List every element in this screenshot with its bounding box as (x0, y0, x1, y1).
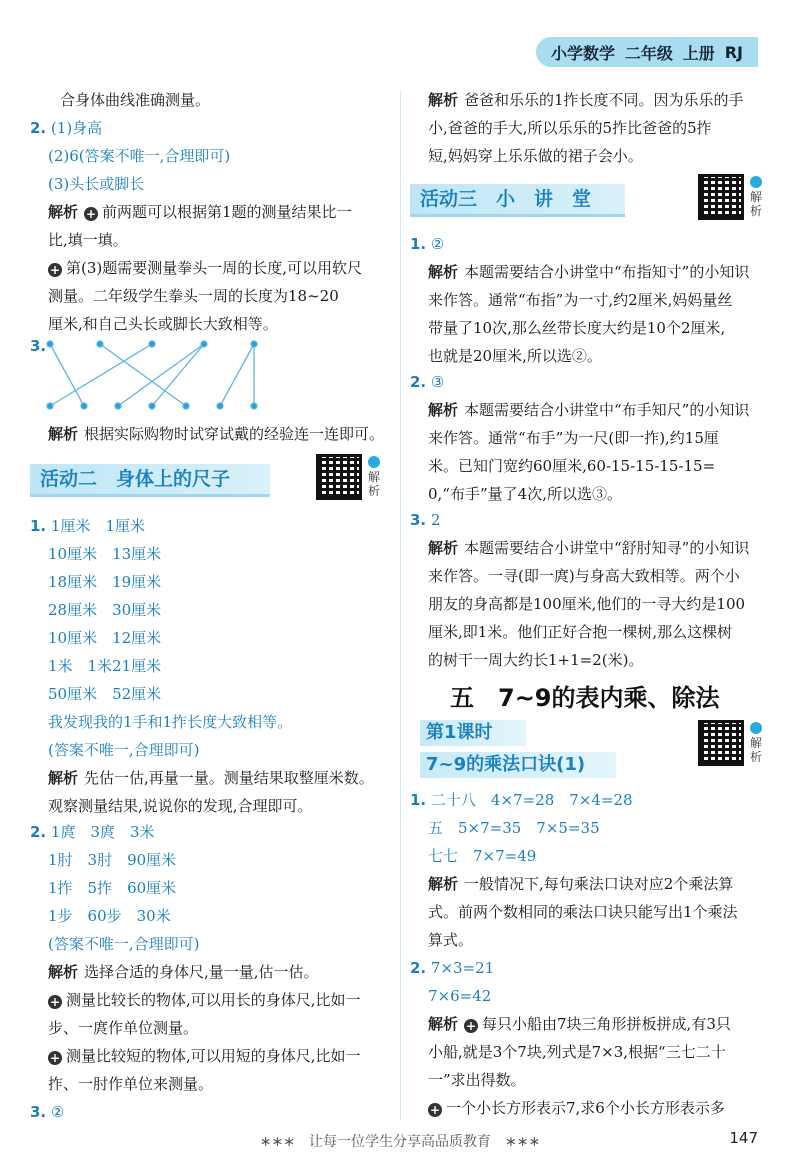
text-line: 小船,就是3个7块,列式是7×3,根据“三七二十 (428, 1043, 726, 1061)
text-line: 测量比较长的物体,可以用长的身体尺,比如一 (66, 991, 361, 1009)
question-number: 3. (30, 1103, 47, 1121)
answer: 18厘米 19厘米 (48, 573, 162, 591)
explanation (428, 534, 749, 562)
question-number: 2. (410, 959, 427, 977)
explanation (48, 254, 362, 282)
text-line: 一个小长方形表示7,求6个小长方形表示多 (446, 1099, 725, 1117)
explanation (428, 396, 749, 424)
text-line: 测量比较短的物体,可以用短的身体尺,比如一 (66, 1047, 361, 1065)
answer: 七七 7×7=49 (428, 847, 537, 865)
plus-icon: + (49, 995, 61, 1009)
analysis-tag: 解析 (48, 769, 79, 787)
header-grade: 二年级 (624, 43, 673, 63)
question-2 (30, 114, 102, 142)
question-2c (410, 954, 494, 982)
text-line: 米。已知门宽约60厘米,60-15-15-15-15= (428, 457, 716, 475)
question-number: 1. (410, 791, 427, 809)
text-line: 小,爸爸的手大,所以乐乐的5拃比爸爸的5拃 (428, 119, 712, 137)
question-number: 3. (410, 511, 427, 529)
explanation (48, 986, 361, 1014)
answer: 1米 1米21厘米 (48, 657, 162, 675)
match-dot (183, 403, 189, 409)
page-number: 147 (729, 1129, 758, 1147)
column-divider (400, 90, 401, 1120)
explanation (428, 86, 744, 114)
answer: 1拃 5拃 60厘米 (48, 879, 177, 897)
analysis-tag: 解析 (428, 1015, 459, 1033)
chapter-title: 五 7~9的表内乘、除法 (450, 684, 720, 712)
answer: 10厘米 13厘米 (48, 545, 162, 563)
text-line: 前两题可以根据第1题的测量结果比一 (102, 203, 352, 221)
text-line: 一般情况下,每句乘法口诀对应2个乘法算 (464, 875, 734, 893)
qr-code-icon[interactable] (316, 454, 362, 500)
answer: 1肘 3肘 90厘米 (48, 851, 177, 869)
answer: ② (50, 1103, 65, 1121)
question-number: 1. (30, 517, 47, 535)
answer: 7×6=42 (428, 987, 492, 1005)
text-line: 朋友的身高都是100厘米,他们的一寻大约是100 (428, 595, 746, 613)
qr-label: 解析 (367, 470, 380, 498)
analysis-tag: 解析 (428, 263, 459, 281)
play-icon (368, 456, 380, 468)
match-dot (47, 341, 53, 347)
section-banner: 活动三 小 讲 堂 (410, 184, 625, 217)
explanation (48, 1042, 361, 1070)
question-number: 2. (30, 823, 47, 841)
question-number: 2. (30, 119, 47, 137)
answer: 二十八 4×7=28 7×4=28 (430, 791, 633, 809)
text-line: 根据实际购物时试穿试戴的经验连一连即可。 (84, 425, 385, 443)
match-dot (251, 403, 257, 409)
match-dot (201, 341, 207, 347)
question-3b (30, 1098, 64, 1126)
text-line: 每只小船由7块三角形拼板拼成,有3只 (482, 1015, 731, 1033)
text-line: 来作答。通常“布手”为一尺(即一拃),约15厘 (428, 429, 719, 447)
text-line: 测量。二年级学生拳头一周的长度为18~20 (48, 287, 339, 305)
question-1c (410, 786, 633, 814)
header-edition: RJ (724, 42, 743, 62)
text-line: 选择合适的身体尺,量一量,估一估。 (84, 963, 319, 981)
answer: 2 (430, 511, 441, 529)
question-1 (30, 512, 145, 540)
plus-icon: + (85, 207, 97, 221)
answer: 我发现我的1手和1拃长度大致相等。 (48, 713, 293, 731)
text-line: 也就是20厘米,所以选②。 (428, 347, 602, 365)
analysis-tag: 解析 (428, 539, 459, 557)
question-number: 3. (30, 337, 47, 355)
answer: (3)头长或脚长 (48, 175, 145, 193)
analysis-tag: 解析 (428, 401, 459, 419)
answer: 10厘米 12厘米 (48, 629, 162, 647)
question-2b (30, 818, 155, 846)
question-number: 2. (410, 373, 427, 391)
analysis-tag: 解析 (48, 203, 79, 221)
plus-icon: + (49, 1051, 61, 1065)
matching-diagram (44, 336, 294, 416)
explanation (428, 258, 749, 286)
analysis-tag: 解析 (48, 425, 79, 443)
match-dot (149, 403, 155, 409)
play-icon (750, 176, 762, 188)
header-tab (536, 37, 758, 67)
footer-slogan: ∗∗∗ 让每一位学生分享高品质教育 ∗∗∗ (259, 1134, 541, 1150)
answer: 7×3=21 (430, 959, 495, 977)
question-2 (410, 368, 444, 396)
explanation (428, 1094, 725, 1122)
text-line: 式。前两个数相同的乘法口诀只能写出1个乘法 (428, 903, 738, 921)
text-line: 本题需要结合小讲堂中“舒肘知寻”的小知识 (464, 539, 750, 557)
text-line: 带量了10次,那么丝带长度大约是10个2厘米, (428, 319, 726, 337)
text-line: 合身体曲线准确测量。 (60, 91, 211, 109)
explanation (48, 764, 374, 792)
text-line: 本题需要结合小讲堂中“布手知尺”的小知识 (464, 401, 750, 419)
explanation (48, 198, 352, 226)
match-dot (251, 341, 257, 347)
plus-icon: + (465, 1019, 477, 1033)
text-line: 本题需要结合小讲堂中“布指知寸”的小知识 (464, 263, 750, 281)
answer-note: (答案不唯一,合理即可) (48, 935, 200, 953)
plus-icon: + (429, 1103, 441, 1117)
text-line: 来作答。通常“布指”为一寸,约2厘米,妈妈量丝 (428, 291, 733, 309)
plus-icon: + (49, 263, 61, 277)
lesson-subtitle: 7~9的乘法口诀(1) (420, 752, 616, 778)
text-line: 一”求出得数。 (428, 1071, 526, 1089)
match-dot (149, 341, 155, 347)
match-dot (47, 403, 53, 409)
answer: 1庹 3庹 3米 (50, 823, 155, 841)
header-subject: 小学数学 (550, 43, 615, 63)
question-1 (410, 230, 444, 258)
lesson-title: 第1课时 (420, 720, 526, 746)
text-line: 爸爸和乐乐的1拃长度不同。因为乐乐的手 (464, 91, 744, 109)
answer: ③ (430, 373, 445, 391)
qr-label: 解析 (749, 190, 762, 218)
explanation (48, 420, 384, 448)
answer: 50厘米 52厘米 (48, 685, 162, 703)
text-line: 厘米,即1米。他们正好合抱一棵树,那么这棵树 (428, 623, 733, 641)
answer-note: (答案不唯一,合理即可) (48, 741, 200, 759)
analysis-tag: 解析 (428, 91, 459, 109)
analysis-tag: 解析 (48, 963, 79, 981)
text-line: 算式。 (428, 931, 474, 949)
answer: 28厘米 30厘米 (48, 601, 162, 619)
analysis-tag: 解析 (428, 875, 459, 893)
text-line: 先估一估,再量一量。测量结果取整厘米数。 (84, 769, 374, 787)
section-banner: 活动二 身体上的尺子 (30, 464, 270, 497)
text-line: 短,妈妈穿上乐乐做的裙子会小。 (428, 147, 643, 165)
answer: ② (430, 235, 445, 253)
answer: (1)身高 (50, 119, 103, 137)
match-dot (217, 403, 223, 409)
text-line: 拃、一肘作单位来测量。 (48, 1075, 214, 1093)
match-dot (97, 341, 103, 347)
text-line: 的树干一周大约长1+1=2(米)。 (428, 651, 644, 669)
explanation (48, 958, 319, 986)
qr-code-icon[interactable] (698, 174, 744, 220)
answer: (2)6(答案不唯一,合理即可) (48, 147, 231, 165)
qr-label: 解析 (749, 736, 762, 764)
match-dot (81, 403, 87, 409)
header-term: 上册 (682, 43, 715, 63)
play-icon (750, 722, 762, 734)
text-line: 0,“布手”量了4次,所以选③。 (428, 485, 622, 503)
question-number: 1. (410, 235, 427, 253)
answer: 五 5×7=35 7×5=35 (428, 819, 600, 837)
text-line: 来作答。一寻(即一庹)与身高大致相等。两个小 (428, 567, 740, 585)
explanation (428, 1010, 731, 1038)
match-dot (115, 403, 121, 409)
qr-code-icon[interactable] (698, 720, 744, 766)
answer: 1步 60步 30米 (48, 907, 171, 925)
text-line: 步、一庹作单位测量。 (48, 1019, 199, 1037)
answer: 1厘米 1厘米 (50, 517, 146, 535)
text-line: 厘米,和自己头长或脚长大致相等。 (48, 315, 278, 333)
text-line: 观察测量结果,说说你的发现,合理即可。 (48, 797, 313, 815)
question-3 (410, 506, 440, 534)
explanation (428, 870, 733, 898)
text-line: 第(3)题需要测量拳头一周的长度,可以用软尺 (66, 259, 363, 277)
text-line: 比,填一填。 (48, 231, 128, 249)
